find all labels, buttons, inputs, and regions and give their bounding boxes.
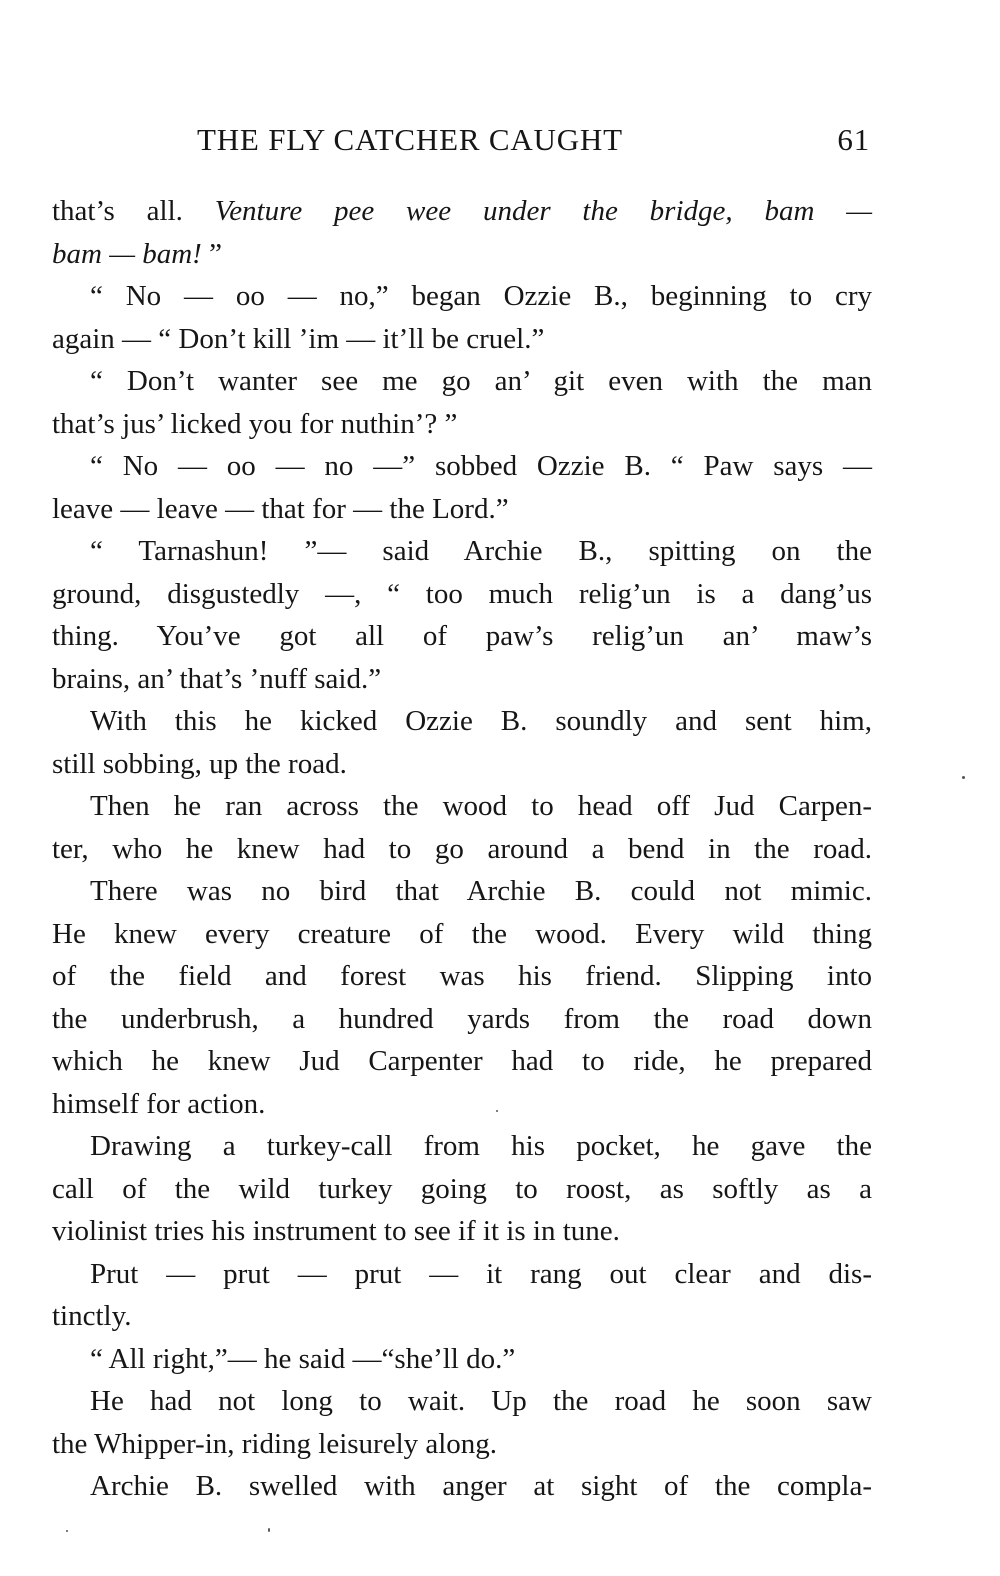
text-segment: Drawing a turkey-call from his pocket, he gave the — [90, 1130, 872, 1162]
text-line — [52, 1040, 872, 1083]
text-line — [52, 1295, 872, 1338]
text-segment: thing. You’ve got all of paw’s relig’un an’ maw’s — [52, 620, 872, 652]
text-segment: ” — [201, 237, 222, 270]
scan-speck — [66, 1530, 68, 1532]
running-title: THE FLY CATCHER CAUGHT — [197, 122, 623, 157]
text-line — [52, 573, 872, 616]
text-line — [52, 275, 872, 318]
text-segment: the Whipper-in, riding leisurely along. — [52, 1427, 498, 1460]
text-line — [52, 488, 872, 531]
text-segment: violinist tries his instrument to see if it is in tune. — [52, 1215, 620, 1247]
text-segment: which he knew Jud Carpenter had to ride, he prepared — [52, 1045, 872, 1077]
body-text — [52, 190, 872, 1508]
text-line — [52, 615, 872, 658]
italic-text: bam — bam! — [52, 237, 202, 270]
text-segment: brains, an’ that’s ’nuff said.” — [52, 662, 382, 695]
text-segment: that’s jus’ licked you for nuthin’? ” — [52, 407, 458, 440]
text-segment: Prut — prut — prut — it rang out clear and dis- — [90, 1257, 872, 1290]
text-segment: still sobbing, up the road. — [52, 747, 347, 780]
text-segment: of the field and forest was his friend. Slipping into — [52, 960, 872, 992]
text-segment: ground, disgustedly —, “ too much relig’un is a dang’us — [52, 577, 872, 610]
text-segment: “ No — oo — no —” sobbed Ozzie B. “ Paw says — — [90, 450, 872, 482]
scan-speck — [962, 776, 965, 779]
book-page — [52, 118, 872, 1508]
text-segment: “ No — oo — no,” began Ozzie B., beginning to cry — [90, 280, 872, 312]
text-line — [52, 700, 872, 743]
text-line — [52, 658, 872, 701]
text-line — [52, 955, 872, 998]
text-segment: “ Don’t wanter see me go an’ git even with the man — [90, 365, 872, 397]
text-segment: himself for action. — [52, 1087, 266, 1120]
text-line — [52, 785, 872, 828]
text-line — [52, 1210, 872, 1253]
text-segment: He had not long to wait. Up the road he soon saw — [90, 1385, 872, 1417]
text-segment: call of the wild turkey going to roost, as softly as a — [52, 1172, 872, 1205]
text-segment: With this he kicked Ozzie B. soundly and sent him, — [90, 705, 872, 737]
text-line — [52, 403, 872, 446]
text-line — [52, 1168, 872, 1211]
text-line — [52, 913, 872, 956]
text-line — [52, 1423, 872, 1466]
text-line — [52, 870, 872, 913]
text-line — [52, 1125, 872, 1168]
text-line — [52, 1380, 872, 1423]
scan-speck — [268, 1528, 270, 1532]
text-segment: that’s all. — [52, 195, 215, 227]
text-segment: He knew every creature of the wood. Every wild thing — [52, 917, 872, 950]
text-segment: “ Tarnashun! ”— said Archie B., spitting on the — [90, 535, 872, 567]
text-segment: There was no bird that Archie B. could not mimic. — [90, 875, 872, 907]
text-segment: ter, who he knew had to go around a bend in the road. — [52, 832, 872, 865]
page-number: 61 — [837, 122, 870, 157]
text-line — [52, 360, 872, 403]
running-header — [52, 118, 872, 170]
text-line — [52, 1083, 872, 1126]
text-line — [52, 445, 872, 488]
text-line — [52, 998, 872, 1041]
text-line — [52, 828, 872, 871]
text-segment: the underbrush, a hundred yards from the road down — [52, 1002, 872, 1035]
text-line — [52, 233, 872, 276]
text-line — [52, 1338, 872, 1381]
text-segment: tinctly. — [52, 1300, 132, 1332]
text-segment: Then he ran across the wood to head off Jud Carpen- — [90, 790, 872, 822]
text-segment: leave — leave — that for — the Lord.” — [52, 492, 509, 525]
text-segment: again — “ Don’t kill ’im — it’ll be cruel.” — [52, 322, 545, 355]
text-segment: “ All right,”— he said —“she’ll do.” — [90, 1342, 516, 1375]
text-line — [52, 530, 872, 573]
text-segment: Archie B. swelled with anger at sight of the compla- — [90, 1470, 872, 1502]
text-line — [52, 743, 872, 786]
text-line — [52, 190, 872, 233]
text-line — [52, 1465, 872, 1508]
italic-text: Venture pee wee under the bridge, bam — — [214, 195, 872, 227]
scan-speck — [496, 1110, 498, 1112]
text-line — [52, 318, 872, 361]
text-line — [52, 1253, 872, 1296]
